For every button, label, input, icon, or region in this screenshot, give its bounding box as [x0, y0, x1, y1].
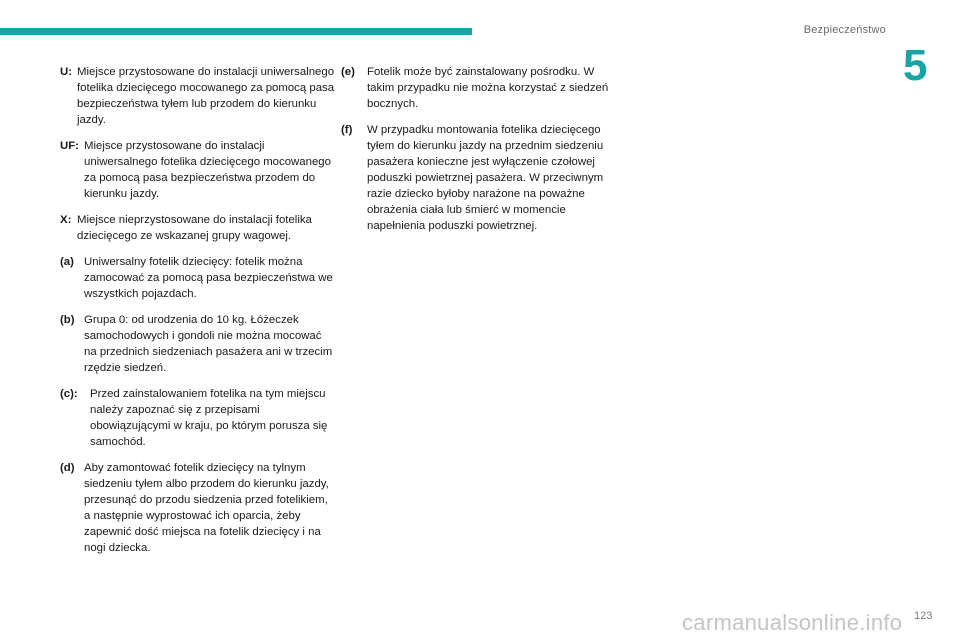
note-text: Fotelik może być zainstalowany pośrodku. W takim przypadku nie można korzystać z siedzeń bocznych.	[367, 66, 609, 110]
note-text: Miejsce nieprzystosowane do instalacji fotelika dziecięcego ze wskazanej grupy wagowej.	[77, 214, 312, 242]
note-c	[60, 386, 335, 450]
note-text: Miejsce przystosowane do instalacji uniwersalnego fotelika dziecięcego mocowanego za pomocą pasa bezpieczeństwa przodem do kierunku jazdy.	[84, 140, 331, 200]
note-text: Uniwersalny fotelik dziecięcy: fotelik można zamocować za pomocą pasa bezpieczeństwa we wszystkich pojazdach.	[84, 256, 333, 300]
note-key: (d)	[60, 462, 75, 474]
page-number: 123	[914, 610, 933, 622]
right-column	[341, 64, 616, 244]
note-e	[341, 64, 616, 112]
note-uf	[60, 138, 335, 202]
note-f	[341, 122, 616, 234]
note-key: (c):	[60, 388, 78, 400]
section-title: Bezpieczeństwo	[803, 24, 886, 36]
note-key: (e)	[341, 66, 355, 78]
note-key: (a)	[60, 256, 74, 268]
note-key: U:	[60, 66, 73, 78]
note-key: UF:	[60, 140, 79, 152]
note-text: Aby zamontować fotelik dziecięcy na tylnym siedzeniu tyłem albo przodem do kierunku jazdy, przesunąć do przodu siedzenia przed fotelikiem, a następnie wyprostować ich oparcia, żeby zapewnić dość miejsca na fotelik dziecięcy i na nogi dziecka.	[84, 462, 329, 554]
note-a	[60, 254, 335, 302]
note-b	[60, 312, 335, 376]
note-key: (f)	[341, 124, 353, 136]
note-d	[60, 460, 335, 556]
chapter-number: 5	[903, 41, 928, 90]
note-text: W przypadku montowania fotelika dziecięcego tyłem do kierunku jazdy na przednim siedzeniu pasażera konieczne jest wyłączenie czołowej poduszki powietrznej pasażera. W przeciwnym razie dziecko byłoby narażone na poważne obrażenia ciała lub śmierć w momencie napełnienia poduszki powietrznej.	[367, 124, 604, 232]
note-x	[60, 212, 335, 244]
note-u	[60, 64, 335, 128]
note-key: (b)	[60, 314, 75, 326]
left-column	[60, 64, 335, 566]
note-text: Miejsce przystosowane do instalacji uniwersalnego fotelika dziecięcego mocowanego za pomocą pasa bezpieczeństwa tyłem lub przodem do kierunku jazdy.	[77, 66, 335, 126]
header-accent-bar	[0, 28, 472, 35]
watermark: carmanualsonline.info	[682, 610, 903, 635]
note-text: Przed zainstalowaniem fotelika na tym miejscu należy zapoznać się z przepisami obowiązującymi w kraju, po którym porusza się samochód.	[90, 388, 328, 448]
note-key: X:	[60, 214, 72, 226]
note-text: Grupa 0: od urodzenia do 10 kg. Łóżeczek samochodowych i gondoli nie można mocować na przednich siedzeniach pasażera ani w trzecim rzędzie siedzeń.	[84, 314, 333, 374]
